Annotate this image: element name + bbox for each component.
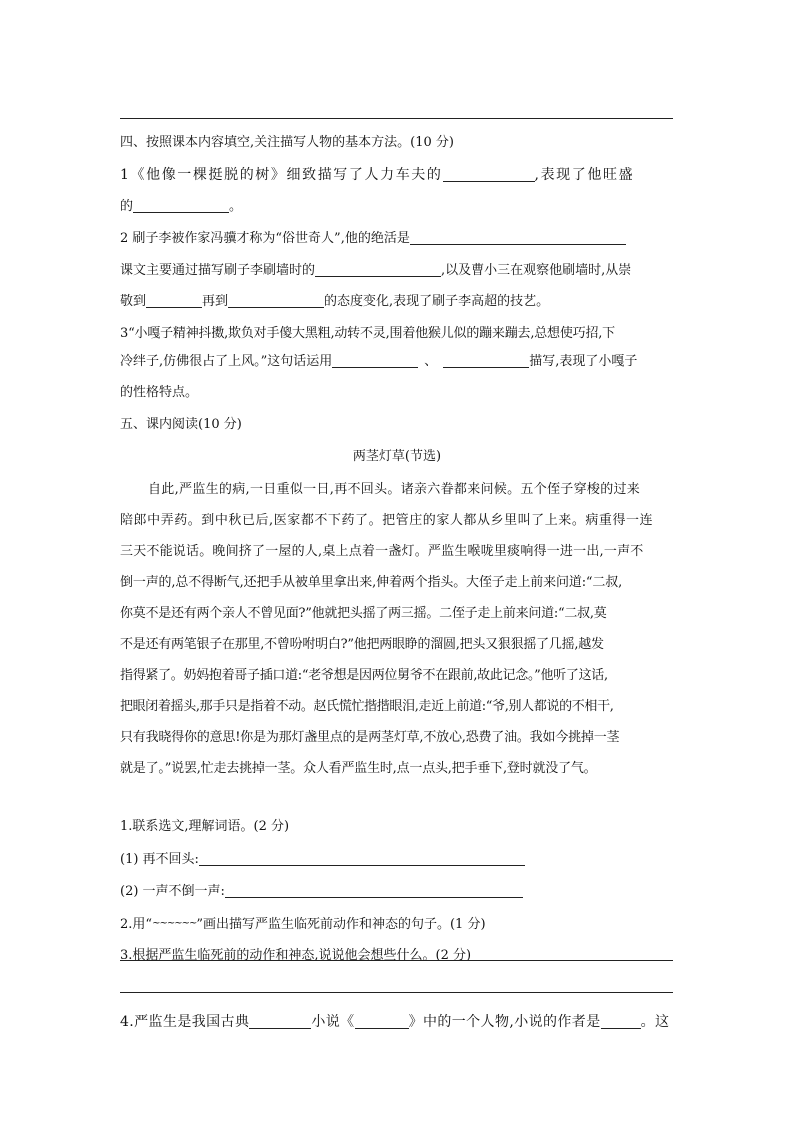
passage-line: 倒一声的,总不得断气,还把手从被单里拿出来,伸着两个指头。大侄子走上前来问道:“二叔, xyxy=(120,575,623,590)
q4-3-line2 xyxy=(120,352,676,372)
s5-q3-answer-line-2[interactable] xyxy=(120,992,673,993)
q4-1-text-b: ,表现了他旺盛 xyxy=(534,167,635,183)
section4-heading: 四、按照课本内容填空,关注描写人物的基本方法。(10 分) xyxy=(120,135,454,150)
s5-q4-text-c: 》中的一个人物,小说的作者是 xyxy=(408,1014,601,1030)
q4-3-line3: 的性格特点。 xyxy=(120,385,199,400)
q4-3-text-b: 冷绊子,仿佛很占了上风。”这句话运用 xyxy=(120,354,333,369)
s5-q4-blank-2[interactable] xyxy=(355,1014,409,1029)
s5-q4-text-a: 4.严监生是我国古典 xyxy=(120,1014,250,1030)
s5-q4-text-d: 。这 xyxy=(640,1014,670,1030)
q4-3-text-d: 描写,表现了小嘎子 xyxy=(529,354,638,369)
section5-heading: 五、课内阅读(10 分) xyxy=(120,417,242,432)
q4-2-blank-1[interactable] xyxy=(410,230,626,245)
passage-line: 指得紧了。奶妈抱着哥子插口道:“老爷想是因两位舅爷不在跟前,故此记念。”他听了这话, xyxy=(120,668,608,683)
q4-2-line1 xyxy=(120,229,676,249)
s5-q1-1 xyxy=(120,850,676,870)
q4-2-blank-2[interactable] xyxy=(315,262,441,277)
q4-2-line2 xyxy=(120,261,676,281)
s5-q2-text-b: ”画出描写严监生临死前动作和神态的句子。(1 分) xyxy=(196,917,486,932)
q4-1-text-a: 1《他像一棵挺脱的树》细致描写了人力车夫的 xyxy=(120,167,443,183)
q4-2-text-f: 的态度变化,表现了刷子李高超的技艺。 xyxy=(324,294,550,309)
s5-q1-2-answer-line[interactable] xyxy=(225,883,523,898)
passage-line: 自此,严监生的病,一日重似一日,再不回头。诸亲六眷都来问候。五个侄子穿梭的过来 xyxy=(148,482,641,497)
passage-line: 就是了。”说罢,忙走去挑掉一茎。众人看严监生时,点一点头,把手垂下,登时就没了气。 xyxy=(120,761,597,776)
q4-2-text-b: 课文主要通过描写刷子李刷墙时的 xyxy=(120,263,316,278)
q4-2-text-c: ,以及曹小三在观察他刷墙时,从崇 xyxy=(441,263,632,278)
s5-q4-text-b: 小说《 xyxy=(311,1014,355,1030)
q4-2-blank-4[interactable] xyxy=(228,293,324,308)
q4-1-blank-2[interactable] xyxy=(133,198,229,213)
s5-q4-blank-1[interactable] xyxy=(249,1014,311,1029)
s5-q1-2 xyxy=(120,882,676,902)
passage-line: 只有我晓得你的意思!你是为那灯盏里点的是两茎灯草,不放心,恐费了油。我如今挑掉一茎 xyxy=(120,730,620,745)
s5-q4 xyxy=(120,1012,676,1032)
q4-2-text-d: 敬到 xyxy=(120,294,147,309)
passage-line: 陪郎中弄药。到中秋已后,医家都不下药了。把管庄的家人都从乡里叫了上来。病重得一连 xyxy=(120,513,654,528)
q4-2-text-e: 再到 xyxy=(202,294,229,309)
q4-3-blank-2[interactable] xyxy=(443,353,529,368)
q4-3-line1: 3“小嘎子精神抖擞,欺负对手傻大黑粗,动转不灵,围着他猴儿似的蹦来蹦去,总想使巧招,下 xyxy=(120,326,615,341)
passage-line: 不是还有两笔银子在那里,不曾吩咐明白?”他把两眼睁的溜圆,把头又狠狠摇了几摇,越发 xyxy=(120,637,604,652)
s5-q1-1-label: (1) 再不回头: xyxy=(120,852,199,867)
s5-q4-blank-3[interactable] xyxy=(601,1014,641,1029)
passage-line: 你莫不是还有两个亲人不曾见面?”他就把头摇了两三摇。二侄子走上前来问道:“二叔,莫 xyxy=(120,606,607,621)
passage-body xyxy=(120,474,676,784)
s5-q1: 1.联系选文,理解词语。(2 分) xyxy=(120,819,290,834)
q4-1-text-c: 的 xyxy=(120,199,134,214)
top-answer-line xyxy=(120,118,673,119)
s5-q1-1-answer-line[interactable] xyxy=(199,851,525,866)
q4-2-text-a: 2 刷子李被作家冯骥才称为“俗世奇人”,他的绝活是 xyxy=(120,231,410,246)
q4-1-line1 xyxy=(120,165,676,185)
q4-1-line2 xyxy=(120,197,676,217)
q4-1-blank-1[interactable] xyxy=(443,167,535,182)
passage-title: 两茎灯草(节选) xyxy=(352,449,442,464)
passage-line: 三天不能说话。晚间挤了一屋的人,桌上点着一盏灯。严监生喉咙里痰响得一进一出,一声不 xyxy=(120,544,644,559)
s5-q1-2-label: (2) 一声不倒一声: xyxy=(120,884,225,899)
q4-2-line3 xyxy=(120,292,676,312)
q4-1-text-d: 。 xyxy=(229,199,243,214)
q4-3-text-c: 、 xyxy=(424,354,438,369)
wavy-line-mark: ~~~~~~ xyxy=(152,918,197,929)
s5-q3: 3.根据严监生临死前的动作和神态,说说他会想些什么。(2 分) xyxy=(120,948,472,963)
s5-q2 xyxy=(120,914,676,935)
s5-q2-text-a: 2.用“ xyxy=(120,917,153,932)
s5-q3-answer-line-1[interactable] xyxy=(120,960,673,961)
q4-2-blank-3[interactable] xyxy=(146,293,202,308)
passage-line: 把眼闭着摇头,那手只是指着不动。赵氏慌忙揩揩眼泪,走近上前道:“爷,别人都说的不相干, xyxy=(120,699,614,714)
q4-3-blank-1[interactable] xyxy=(332,353,418,368)
